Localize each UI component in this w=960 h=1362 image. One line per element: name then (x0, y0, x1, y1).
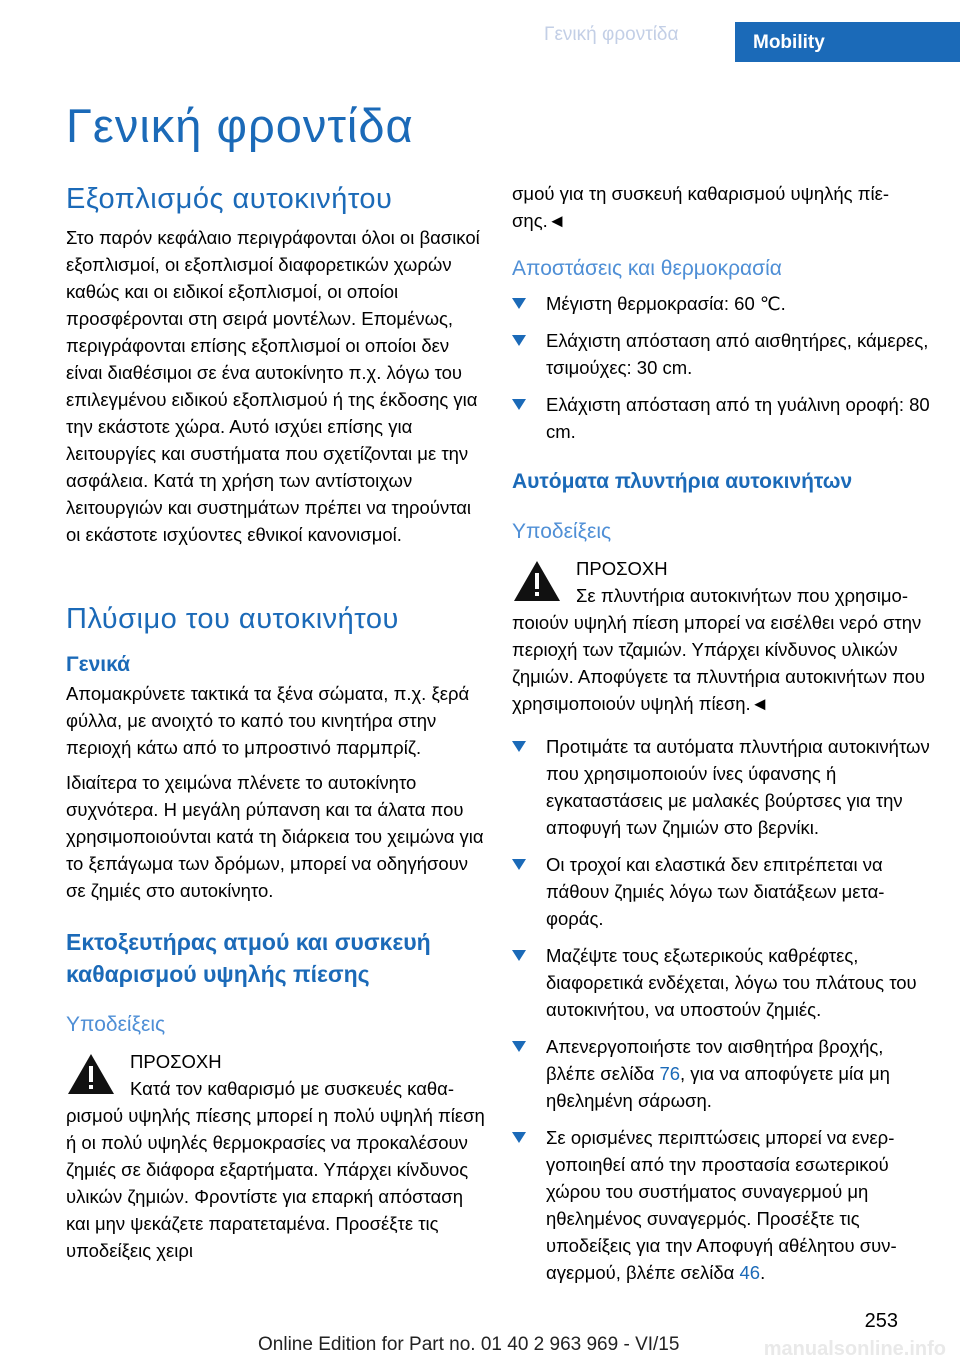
page-link-46[interactable]: 46 (739, 1262, 761, 1283)
general-heading: Γενικά (66, 653, 131, 676)
steam-heading: Εκτοξευτήρας ατμού και συσκευή καθαρισμού υψηλής πίεσης (66, 929, 431, 987)
left-column (66, 180, 486, 1264)
carwash-warning-text: Σε πλυντήρια αυτοκινήτων που χρησιμοποιούν υψηλή πίεση μπορεί να εισέλθει νερό στην περιοχή των τζαμιών. Υπάρχει κίνδυνος υλικών ζημιών. Αποφύγετε τα πλυντήρια αυτοκινήτων που χρησιμοποιούν υψηλή πίεση.◄ (512, 585, 925, 714)
bullet-triangle-icon (512, 950, 526, 961)
list-item: Οι τροχοί και ελαστικά δεν επιτρέπεται να πάθουν ζημιές λόγω των διατάξεων μεταφοράς. (512, 851, 932, 932)
bullet-triangle-icon (512, 741, 526, 752)
bullet-triangle-icon (512, 399, 526, 410)
equipment-text: Στο παρόν κεφάλαιο περιγράφονται όλοι οι βασικοί εξοπλισμοί, οι εξοπλισμοί διαφορετικών χωρών καθώς και οι ειδικοί εξοπλισμοί, οι οποίοι προσφέρονται στη σειρά μοντέλων. Επομένως, περιγράφονται επίσης εξοπλισμοί οι οποίοι δεν είναι διαθέσιμοι σε ένα αυτοκίνητο π.χ. λόγω του επιλεγμένου ειδικού εξοπλισμού ή της έκδοσης για την εκάστοτε χώρα. Αυτό ισχύει επίσης για λειτουργίες και συστήματα που σχετίζονται με την ασφάλεια. Κατά τη χρήση των αντίστοιχων λειτουργιών και συστημάτων πρέπει να τηρούνται οι εκάστοτε ισχύοντες εθνικοί κανονισμοί. (66, 227, 480, 545)
carwash-list (512, 733, 932, 1286)
page-number: 253 (864, 1310, 898, 1332)
steam-warning-continuation: σμού για τη συσκευή καθαρισμού υψηλής πίεσης.◄ (512, 183, 889, 231)
steam-warning-title: ΠΡΟΣΟΧΗ (130, 1051, 222, 1072)
list-item: Ελάχιστη απόσταση από αισθητήρες, κάμερες, τσιμούχες: 30 cm. (512, 327, 932, 381)
watermark: manualsonline.info (763, 1338, 946, 1360)
carwash-warning (512, 555, 932, 717)
list-item: Προτιμάτε τα αυτόματα πλυντήρια αυτοκινήτων που χρησιμοποιούν ίνες ύφανσης ή εγκαταστάσεις με μαλακές βούρτσες για την αποφυγή των ζημιών στο βερνίκι. (512, 733, 932, 841)
footer (0, 1308, 960, 1362)
warning-icon (512, 559, 562, 603)
steam-warning-text: Κατά τον καθαρισμό με συσκευές καθαρισμού υψηλής πίεσης μπορεί η πολύ υψηλή πίεση ή οι πολύ υψηλές θερμοκρασίες να προκαλέσουν ζημιές σε διάφορα εξαρτήματα. Υπάρχει κίνδυνος υλικών ζημιών. Φροντίστε για επαρκή απόσταση και μην ψεκάζετε παρατεταμένα. Προσέξτε τις υποδείξεις χειρι (66, 1078, 485, 1261)
washing-para-2: Ιδιαίτερα το χειμώνα πλένετε το αυτοκίνητο συχνότερα. Η μεγάλη ρύπανση και τα άλατα που χρησιμοποιούνται κατά τη διάρκεια του χειμώνα για το ξεπάγωμα των δρόμων, μπορεί να οδηγήσουν σε ζημιές στο αυτοκίνητο. (66, 772, 484, 901)
washing-para-1: Απομακρύνετε τακτικά τα ξένα σώματα, π.χ. ξερά φύλλα, με ανοιχτό το καπό του κινητήρα στην περιοχή κάτω από το μπροστινό παρμπρίζ. (66, 683, 470, 758)
chapter-tab-label: Mobility (753, 32, 825, 53)
page-link-76[interactable]: 76 (659, 1063, 681, 1084)
steam-hints-heading: Υποδείξεις (66, 1013, 166, 1036)
bullet-triangle-icon (512, 859, 526, 870)
washing-heading: Πλύσιμο του αυτοκινήτου (66, 603, 399, 635)
chapter-tab-mobility[interactable] (735, 22, 960, 62)
list-item: Ελάχιστη απόσταση από τη γυάλινη οροφή: 80 cm. (512, 391, 932, 445)
distances-list (512, 290, 932, 445)
bullet-triangle-icon (512, 1041, 526, 1052)
bullet-triangle-icon (512, 335, 526, 346)
section-tab[interactable]: Γενική φροντίδα (544, 24, 679, 45)
bullet-triangle-icon (512, 1132, 526, 1143)
edition-text: Online Edition for Part no. 01 40 2 963 969 - VI/15 (258, 1334, 680, 1355)
bullet-triangle-icon (512, 298, 526, 309)
list-item: Μέγιστη θερμοκρασία: 60 ℃. (512, 290, 932, 317)
carwash-hints-heading: Υποδείξεις (512, 520, 612, 543)
list-item: Σε ορισμένες περιπτώσεις μπορεί να ενεργοποιηθεί από την προστασία εσωτερικού χώρου του συστήματος συναγερμού μη ηθελημένος συναγερμός. Προσέξτε τις υποδείξεις για την Αποφυγή αθέλητου συναγερμού, βλέπε σελίδα 46. (512, 1124, 932, 1286)
list-item: Μαζέψτε τους εξωτερικούς καθρέφτες, διαφορετικά ενδέχεται, λόγω του πλάτους του αυτοκινήτου, να υποστούν ζημιές. (512, 942, 932, 1023)
right-column (512, 180, 932, 1286)
equipment-heading: Εξοπλισμός αυτοκινήτου (66, 183, 393, 215)
distances-heading: Αποστάσεις και θερμοκρασία (512, 257, 782, 280)
warning-icon (66, 1052, 116, 1096)
carwash-heading: Αυτόματα πλυντήρια αυτοκινήτων (512, 470, 853, 493)
carwash-warning-title: ΠΡΟΣΟΧΗ (576, 558, 668, 579)
page-title: Γενική φροντίδα (66, 99, 414, 152)
steam-warning (66, 1048, 486, 1264)
list-item: Απενεργοποιήστε τον αισθητήρα βροχής, βλέπε σελίδα 76, για να αποφύγετε μία μη ηθελημένη σάρωση. (512, 1033, 932, 1114)
header-bar (0, 0, 960, 62)
